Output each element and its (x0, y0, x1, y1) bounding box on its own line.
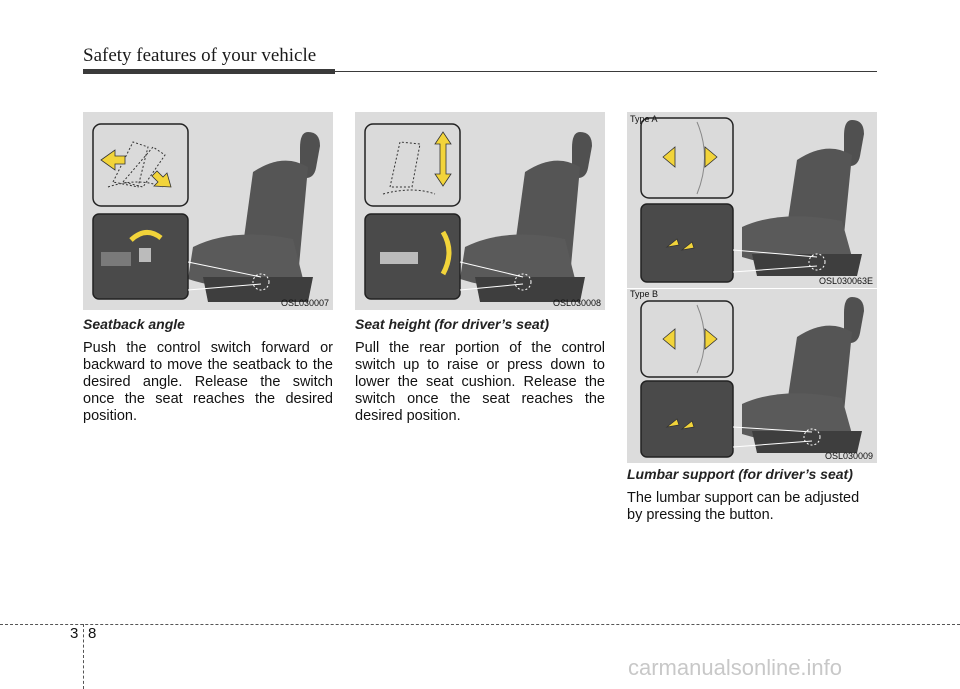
seat-height-illustration (355, 112, 605, 310)
page-number: 8 (88, 625, 97, 642)
figure-code: OSL030009 (824, 451, 873, 461)
figure-code: OSL030063E (818, 276, 873, 286)
seat-height-heading: Seat height (for driver’s seat) (355, 316, 549, 332)
lumbar-type-b-illustration (627, 289, 877, 463)
seatback-body: Push the control switch forward or backward to move the seatback to the desired angle. Release the switch once the seat reaches the desired position. (83, 340, 333, 424)
footer-rule (0, 624, 960, 625)
seat-height-figure (355, 112, 605, 310)
header-rule-thick (83, 69, 335, 74)
type-b-label: Type B (630, 289, 659, 299)
seat-height-body: Pull the rear portion of the control switch up to raise or press down to lower the seat cushion. Release the switch once the seat reaches the desired position. (355, 340, 605, 424)
section-number: 3 (70, 625, 79, 642)
header-rule-thin (335, 71, 877, 72)
seatback-illustration (83, 112, 333, 310)
watermark: carmanualsonline.info (628, 655, 843, 680)
page-header-title: Safety features of your vehicle (83, 45, 317, 66)
lumbar-heading: Lumbar support (for driver’s seat) (627, 466, 853, 482)
type-a-label: Type A (630, 114, 658, 124)
footer-divider (83, 624, 84, 689)
seatback-heading: Seatback angle (83, 316, 185, 332)
lumbar-body: The lumbar support can be adjusted by pressing the button. (627, 490, 860, 523)
figure-code: OSL030007 (280, 298, 329, 308)
lumbar-type-a-figure (627, 112, 877, 288)
figure-code: OSL030008 (552, 298, 601, 308)
lumbar-type-b-figure (627, 289, 877, 463)
seatback-angle-figure (83, 112, 333, 310)
lumbar-type-a-illustration (627, 112, 877, 288)
